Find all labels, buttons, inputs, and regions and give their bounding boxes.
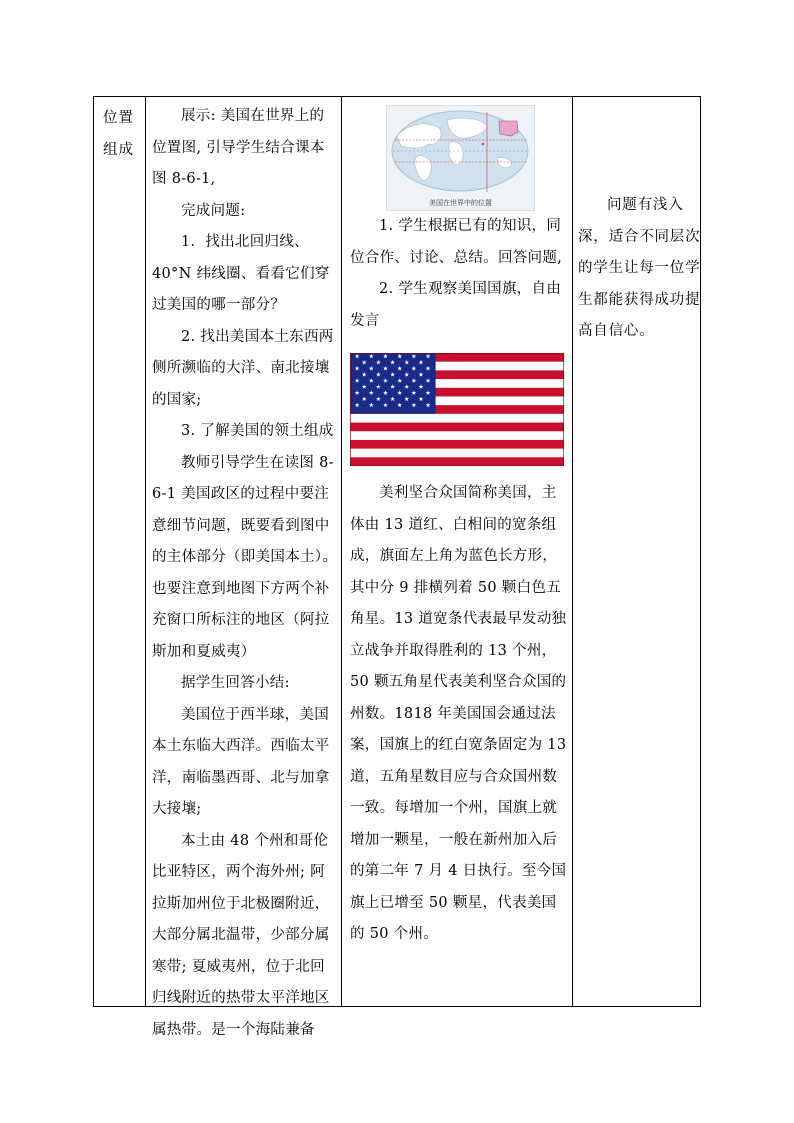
teacher-paragraph: 展示: 美国在世界上的位置图, 引导学生结合课本图 8-6-1,: [152, 108, 325, 187]
student-activity-cell: [342, 97, 572, 1006]
teacher-paragraph: 3. 了解美国的领土组成: [181, 423, 334, 439]
design-intent-text: 问题有浅入深，适合不同层次的学生让每一位学生都能获得成功提高自信心。: [578, 197, 701, 339]
teacher-paragraph: 据学生回答小结:: [181, 675, 290, 691]
world-map-image: [386, 105, 535, 211]
student-paragraph: 1. 学生根据已有的知识，同位合作、讨论、总结。回答问题,: [350, 218, 563, 266]
section-label-cell: [94, 97, 145, 1006]
teacher-paragraph: 教师引导学生在读图 8-6-1 美国政区的过程中要注意细节问题，既要看到图中的主体部分（即美国本土）。也要注意到地图下方两个补充窗口所标注的地区（阿拉斯加和夏威夷）: [152, 454, 338, 660]
teacher-paragraph: 本土由 48 个州和哥伦比亚特区，两个海外州; 阿拉斯加州位于北极圈附近，大部分属北温带，少部分属寒带; 夏威夷州，位于北回归线附近的热带太平洋地区属热带。是一个海陆兼备: [152, 832, 330, 1038]
section-label-line: 组成: [103, 141, 134, 158]
lesson-plan-table: [93, 96, 701, 1038]
teacher-paragraph: 2. 找出美国本土东西两侧所濒临的大洋、南北接壤的国家;: [152, 328, 334, 408]
teacher-paragraph: 美国位于西半球，美国本土东临大西洋。西临太平洋，南临墨西哥、北与加拿大接壤;: [152, 706, 330, 817]
us-flag-image: [350, 353, 564, 466]
teacher-paragraph: 1．找出北回归线、40°N 纬线圈、看看它们穿过美国的哪一部分？: [152, 234, 330, 313]
teacher-paragraph: 完成问题:: [181, 202, 246, 219]
student-paragraph: 2. 学生观察美国国旗，自由发言: [350, 281, 562, 329]
section-label-line: 位置: [103, 110, 134, 126]
flag-description: 美利坚合众国简称美国，主体由 13 道红、白相间的宽条组成，旗面左上角为蓝色长方形，其中分 9 排横列着 50 颗白色五角星。13 道宽条代表最早发动独立战争并取得胜利的 13 个州，50 颗五角星代表美利坚合众国的州数。1818 年美国国会通过法案，国旗上的红白宽条固定为 13 道，五角星数目应与合众国州数一致。每增加一个州，国旗上就增加一颗星，一般在新州加入后的第二年 7 月 4 日执行。至今国旗上已增至 50 颗星，代表美国的 50 个州。: [350, 485, 567, 942]
teacher-activity-cell: [146, 97, 341, 1038]
design-intent-cell: [573, 97, 701, 1006]
map-caption: 美国在世界中的位置: [429, 199, 492, 207]
